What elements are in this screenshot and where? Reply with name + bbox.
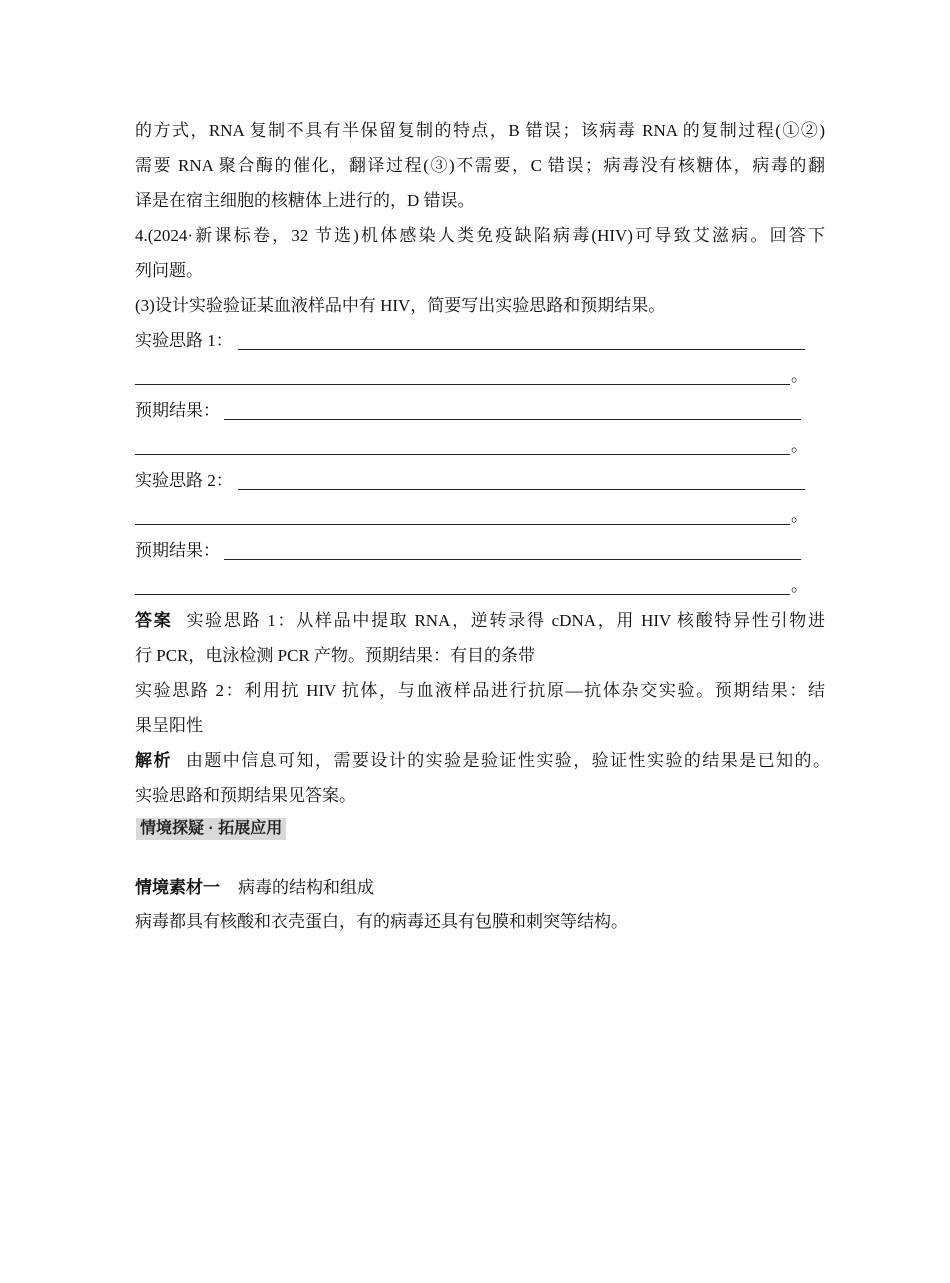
material-tag: 情境素材一 bbox=[135, 878, 220, 897]
result2-answer-line-1[interactable] bbox=[224, 559, 801, 560]
section-banner: 情境探疑 · 拓展应用 bbox=[136, 818, 286, 840]
material-text: 病毒都具有核酸和衣壳蛋白，有的病毒还具有包膜和刺突等结构。 bbox=[135, 912, 628, 931]
analysis-tag: 解析 bbox=[135, 751, 172, 770]
analysis-text-1: 由题中信息可知，需要设计的实验是验证性实验，验证性实验的结果是已知的。 bbox=[185, 751, 830, 770]
analysis-line-1 bbox=[135, 749, 830, 773]
idea2-answer-line-2[interactable] bbox=[135, 524, 790, 525]
result2-answer-line-2[interactable] bbox=[135, 594, 790, 595]
idea2-period: 。 bbox=[791, 506, 808, 525]
idea1-period: 。 bbox=[791, 366, 808, 385]
prev-paragraph-line-1: 的方式，RNA 复制不具有半保留复制的特点，B 错误；该病毒 RNA 的复制过程(①②) bbox=[135, 121, 825, 140]
result1-answer-line-1[interactable] bbox=[224, 419, 801, 420]
analysis-line-2: 实验思路和预期结果见答案。 bbox=[135, 786, 356, 805]
answer-text-1: 实验思路 1：从样品中提取 RNA，逆转录得 cDNA，用 HIV 核酸特异性引物进 bbox=[186, 611, 825, 630]
result1-period: 。 bbox=[791, 436, 808, 455]
answer-tag: 答案 bbox=[135, 611, 173, 630]
material-heading bbox=[135, 876, 825, 900]
result1-continuation-row bbox=[135, 434, 808, 458]
idea2-answer-line-1[interactable] bbox=[238, 489, 805, 490]
idea1-continuation-row bbox=[135, 364, 808, 388]
idea1-blank-row bbox=[135, 329, 805, 353]
question-stem-line-1: 4.(2024·新课标卷，32 节选)机体感染人类免疫缺陷病毒(HIV)可导致艾滋病。回答下 bbox=[135, 226, 825, 245]
question-subpart: (3)设计实验验证某血液样品中有 HIV，简要写出实验思路和预期结果。 bbox=[135, 296, 666, 315]
idea1-label: 实验思路 1： bbox=[135, 331, 233, 350]
answer-line-3: 实验思路 2：利用抗 HIV 抗体，与血液样品进行抗原—抗体杂交实验。预期结果：结 bbox=[135, 681, 825, 700]
idea2-label: 实验思路 2： bbox=[135, 471, 233, 490]
answer-line-2: 行 PCR，电泳检测 PCR 产物。预期结果：有目的条带 bbox=[135, 646, 536, 665]
result1-label: 预期结果： bbox=[135, 401, 220, 420]
result2-continuation-row bbox=[135, 574, 808, 598]
result2-label: 预期结果： bbox=[135, 541, 220, 560]
result2-period: 。 bbox=[791, 576, 808, 595]
idea1-answer-line-2[interactable] bbox=[135, 384, 790, 385]
prev-paragraph-line-3: 译是在宿主细胞的核糖体上进行的，D 错误。 bbox=[135, 191, 475, 210]
result1-answer-line-2[interactable] bbox=[135, 454, 790, 455]
answer-line-4: 果呈阳性 bbox=[135, 716, 203, 735]
idea1-answer-line-1[interactable] bbox=[238, 349, 805, 350]
material-title: 病毒的结构和组成 bbox=[238, 878, 374, 897]
idea2-continuation-row bbox=[135, 504, 808, 528]
idea2-blank-row bbox=[135, 469, 805, 493]
result2-blank-row bbox=[135, 539, 805, 563]
result1-blank-row bbox=[135, 399, 805, 423]
question-stem-line-2: 列问题。 bbox=[135, 261, 203, 280]
answer-line-1 bbox=[135, 609, 825, 633]
prev-paragraph-line-2: 需要 RNA 聚合酶的催化，翻译过程(③)不需要，C 错误；病毒没有核糖体，病毒的翻 bbox=[135, 156, 825, 175]
